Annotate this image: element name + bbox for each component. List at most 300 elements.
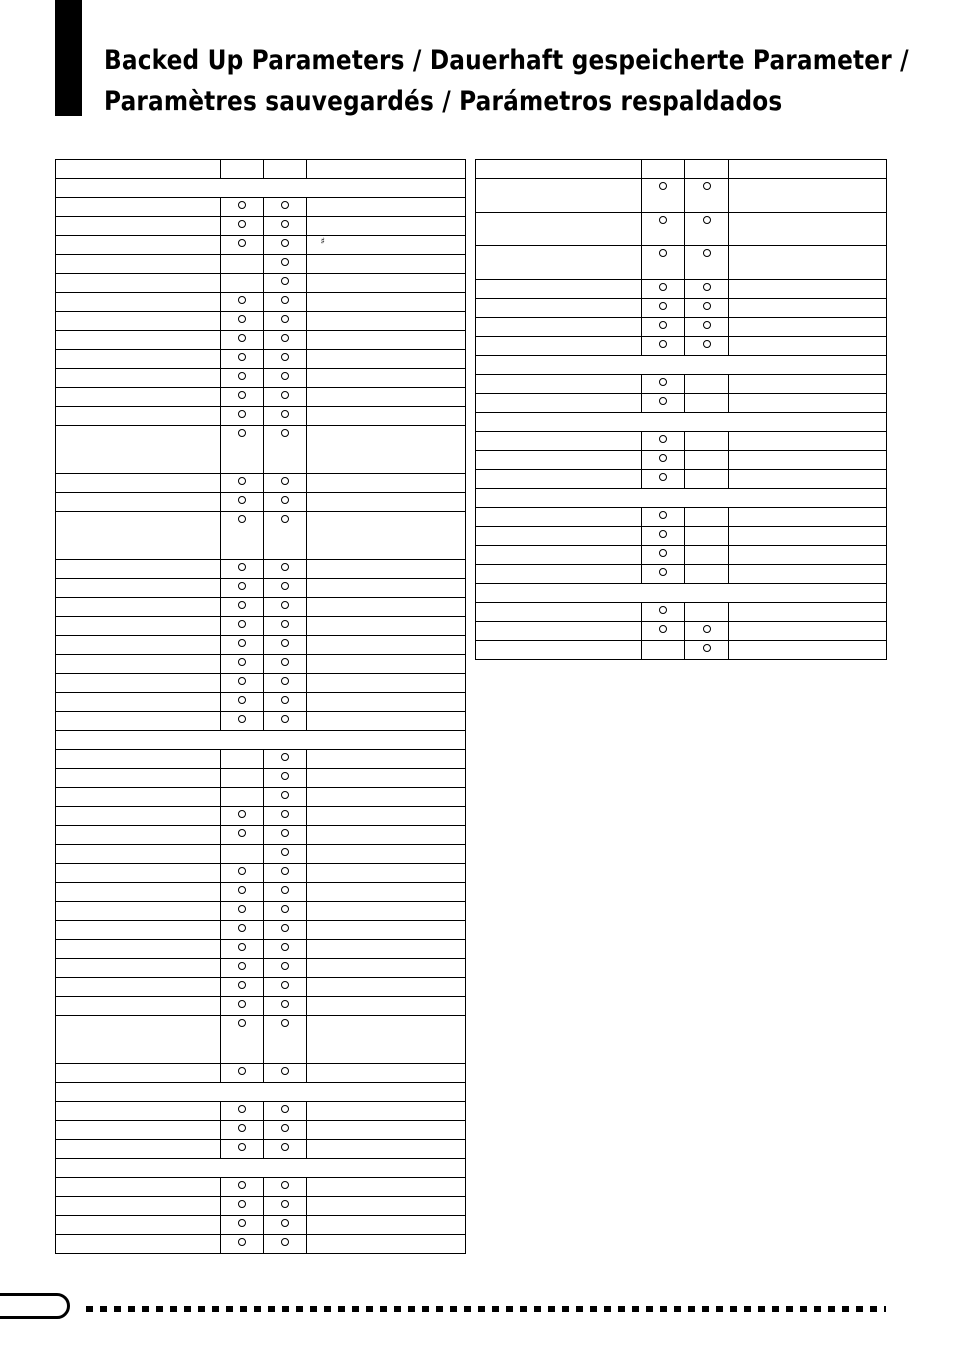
mark-cell-2 (685, 298, 728, 317)
backup-mark-icon (238, 391, 246, 399)
backup-mark-icon (703, 182, 711, 190)
mark-cell-1 (221, 845, 264, 864)
mark-cell-1 (642, 602, 685, 621)
mark-cell-2 (264, 769, 306, 788)
backup-mark-icon (659, 302, 667, 310)
section-row (476, 412, 887, 431)
parameter-cell (56, 331, 221, 350)
table-row (56, 388, 466, 407)
parameter-cell (56, 274, 221, 293)
table-row (476, 279, 887, 298)
mark-cell-1 (221, 1235, 264, 1254)
mark-cell-2 (264, 1235, 306, 1254)
backup-mark-icon (238, 563, 246, 571)
mark-cell-1 (221, 1216, 264, 1235)
parameter-cell (56, 493, 221, 512)
note-cell (306, 864, 465, 883)
mark-cell-2 (264, 407, 306, 426)
mark-cell-1 (221, 1197, 264, 1216)
table-row (476, 246, 887, 280)
backup-mark-icon (238, 886, 246, 894)
backup-mark-icon (281, 696, 289, 704)
table-row (476, 564, 887, 583)
mark-cell-1 (221, 312, 264, 331)
table-row (56, 826, 466, 845)
backup-mark-icon (659, 397, 667, 405)
mark-cell-1 (221, 1140, 264, 1159)
mark-cell-2 (264, 293, 306, 312)
header-row (56, 160, 466, 179)
mark-cell-2 (264, 940, 306, 959)
parameter-cell (56, 1140, 221, 1159)
backup-mark-icon (238, 962, 246, 970)
section-row (56, 1083, 466, 1102)
backup-mark-icon (659, 182, 667, 190)
mark-cell-2 (264, 655, 306, 674)
table-row (56, 617, 466, 636)
note-cell (306, 560, 465, 579)
mark-cell-1 (642, 298, 685, 317)
backup-mark-icon (281, 391, 289, 399)
parameter-cell (56, 1197, 221, 1216)
note-cell (306, 274, 465, 293)
mark-cell-2 (264, 864, 306, 883)
note-cell (728, 469, 886, 488)
backup-mark-icon (281, 848, 289, 856)
note-cell (728, 246, 886, 280)
parameter-cell (56, 921, 221, 940)
table-row (56, 693, 466, 712)
backup-mark-icon (281, 962, 289, 970)
backup-mark-icon (238, 296, 246, 304)
table-row (56, 1140, 466, 1159)
mark-cell-1 (221, 997, 264, 1016)
mark-cell-1 (221, 255, 264, 274)
mark-cell-1 (221, 407, 264, 426)
table-row (56, 274, 466, 293)
mark-cell-2 (264, 369, 306, 388)
parameter-cell (476, 298, 642, 317)
mark-cell-1 (221, 959, 264, 978)
mark-cell-1 (221, 369, 264, 388)
parameter-cell (476, 621, 642, 640)
note-cell (306, 493, 465, 512)
backup-mark-icon (281, 239, 289, 247)
mark-cell-2 (685, 317, 728, 336)
mark-cell-2 (264, 693, 306, 712)
backup-mark-icon (281, 201, 289, 209)
section-cell (56, 1083, 466, 1102)
backup-mark-icon (238, 810, 246, 818)
mark-cell-2 (685, 507, 728, 526)
backup-mark-icon (703, 644, 711, 652)
note-cell (306, 474, 465, 493)
backup-mark-icon (238, 981, 246, 989)
parameter-cell (56, 426, 221, 474)
backup-mark-icon (281, 258, 289, 266)
mark-cell-2 (264, 560, 306, 579)
backup-mark-icon (659, 321, 667, 329)
table-row (56, 255, 466, 274)
backup-mark-icon (659, 549, 667, 557)
backup-mark-icon (281, 905, 289, 913)
mark-cell-2 (685, 450, 728, 469)
mark-cell-1 (221, 1121, 264, 1140)
table-row (56, 788, 466, 807)
mark-cell-1 (221, 978, 264, 997)
backup-mark-icon (703, 216, 711, 224)
parameter-cell (476, 317, 642, 336)
mark-cell-2 (685, 469, 728, 488)
mark-cell-1 (221, 293, 264, 312)
backup-mark-icon (281, 372, 289, 380)
backup-mark-icon (281, 715, 289, 723)
mark-cell-1 (221, 512, 264, 560)
mark-cell-2 (264, 674, 306, 693)
note-cell (306, 1235, 465, 1254)
mark-cell-2 (264, 1064, 306, 1083)
backup-mark-icon (281, 1124, 289, 1132)
note-cell (306, 331, 465, 350)
mark-cell-2 (264, 1197, 306, 1216)
mark-cell-2 (264, 902, 306, 921)
title-bar (55, 0, 82, 116)
backup-mark-icon (238, 1067, 246, 1075)
mark-cell-2 (685, 621, 728, 640)
mark-cell-2 (264, 217, 306, 236)
table-row (56, 940, 466, 959)
page-title (104, 40, 909, 122)
table-row (476, 336, 887, 355)
mark-cell-2 (264, 959, 306, 978)
note-cell (306, 1121, 465, 1140)
backup-mark-icon (703, 283, 711, 291)
backup-mark-icon (238, 715, 246, 723)
backup-mark-icon (238, 353, 246, 361)
backup-mark-icon (238, 1143, 246, 1151)
backup-mark-icon (281, 296, 289, 304)
mark-cell-2 (685, 602, 728, 621)
note-cell (728, 602, 886, 621)
backup-mark-icon (281, 1238, 289, 1246)
parameter-cell (56, 883, 221, 902)
table-row (56, 1235, 466, 1254)
mark-cell-1 (221, 769, 264, 788)
mark-cell-2 (264, 198, 306, 217)
backup-mark-icon (238, 696, 246, 704)
note-cell (306, 636, 465, 655)
backup-mark-icon (238, 639, 246, 647)
table-row (56, 1102, 466, 1121)
backup-mark-icon (281, 886, 289, 894)
table-row (56, 579, 466, 598)
note-cell (306, 750, 465, 769)
section-row (56, 731, 466, 750)
mark-cell-1 (221, 579, 264, 598)
note-cell (306, 198, 465, 217)
mark-cell-1 (221, 807, 264, 826)
mark-cell-1 (221, 902, 264, 921)
table-row (56, 769, 466, 788)
table-row (56, 921, 466, 940)
section-row (56, 1159, 466, 1178)
mark-cell-2 (685, 431, 728, 450)
title-line-2: Paramètres sauvegardés / Parámetros respaldados (104, 86, 783, 117)
mark-cell-1 (642, 212, 685, 246)
note-cell (728, 336, 886, 355)
backup-mark-icon (281, 1019, 289, 1027)
mark-cell-1 (642, 450, 685, 469)
table-row (56, 864, 466, 883)
backup-mark-icon (238, 924, 246, 932)
parameter-cell (476, 179, 642, 213)
table-row (476, 298, 887, 317)
note-cell (306, 959, 465, 978)
backup-mark-icon (281, 334, 289, 342)
table-row (56, 1178, 466, 1197)
table-row (56, 474, 466, 493)
table-row (56, 236, 466, 255)
note-cell (306, 655, 465, 674)
backup-mark-icon (281, 981, 289, 989)
mark-cell-1 (642, 545, 685, 564)
table-row (56, 750, 466, 769)
mark-cell-2 (264, 826, 306, 845)
backup-mark-icon (281, 582, 289, 590)
backup-mark-icon (281, 658, 289, 666)
table-row (56, 331, 466, 350)
table-row (56, 1197, 466, 1216)
section-cell (476, 583, 887, 602)
mark-cell-1 (642, 393, 685, 412)
mark-cell-2 (264, 236, 306, 255)
note-cell (306, 236, 465, 255)
parameter-cell (56, 198, 221, 217)
mark-cell-2 (685, 374, 728, 393)
backup-mark-icon (238, 429, 246, 437)
mark-cell-1 (642, 336, 685, 355)
backup-mark-icon (281, 315, 289, 323)
mark-cell-1 (221, 883, 264, 902)
note-cell (306, 674, 465, 693)
note-cell (306, 883, 465, 902)
mark-cell-2 (685, 279, 728, 298)
backup-mark-icon (659, 378, 667, 386)
parameter-cell (476, 640, 642, 659)
backup-table-left (55, 159, 466, 1254)
parameter-cell (56, 959, 221, 978)
parameter-cell (56, 236, 221, 255)
mark-cell-1 (221, 493, 264, 512)
backup-mark-icon (659, 606, 667, 614)
parameter-cell (56, 636, 221, 655)
parameter-cell (56, 1016, 221, 1064)
note-cell (306, 579, 465, 598)
mark-cell-2 (264, 978, 306, 997)
backup-mark-icon (659, 340, 667, 348)
note-cell (728, 393, 886, 412)
mark-cell-2 (264, 636, 306, 655)
table-row (56, 959, 466, 978)
backup-mark-icon (238, 372, 246, 380)
mark-cell-2 (264, 331, 306, 350)
mark-cell-2 (264, 160, 306, 179)
mark-cell-2 (264, 617, 306, 636)
backup-mark-icon (281, 1181, 289, 1189)
mark-cell-2 (685, 246, 728, 280)
table-row (56, 493, 466, 512)
mark-cell-1 (642, 469, 685, 488)
backup-mark-icon (659, 454, 667, 462)
table-row (56, 1016, 466, 1064)
mark-cell-1 (642, 507, 685, 526)
table-row (56, 598, 466, 617)
backup-mark-icon (238, 943, 246, 951)
note-cell (306, 769, 465, 788)
mark-cell-1 (221, 940, 264, 959)
table-row (56, 293, 466, 312)
parameter-cell (476, 526, 642, 545)
mark-cell-2 (685, 160, 728, 179)
mark-cell-1 (221, 674, 264, 693)
parameter-cell (56, 512, 221, 560)
note-cell (306, 1178, 465, 1197)
table-row (476, 450, 887, 469)
backup-mark-icon (238, 1181, 246, 1189)
backup-mark-icon (281, 601, 289, 609)
backup-mark-icon (238, 658, 246, 666)
note-cell (306, 1064, 465, 1083)
table-row (476, 317, 887, 336)
parameter-cell (56, 369, 221, 388)
note-cell (306, 978, 465, 997)
sharp-note: ♯ (320, 237, 325, 247)
note-cell (728, 431, 886, 450)
note-cell (306, 902, 465, 921)
backup-mark-icon (238, 1000, 246, 1008)
note-cell (306, 407, 465, 426)
mark-cell-2 (264, 921, 306, 940)
mark-cell-1 (221, 655, 264, 674)
note-cell (306, 1102, 465, 1121)
backup-mark-icon (281, 772, 289, 780)
backup-mark-icon (703, 321, 711, 329)
parameter-cell (56, 407, 221, 426)
mark-cell-1 (221, 217, 264, 236)
table-row (476, 602, 887, 621)
mark-cell-2 (264, 788, 306, 807)
table-row (56, 560, 466, 579)
mark-cell-1 (221, 921, 264, 940)
backup-mark-icon (281, 1000, 289, 1008)
note-cell (306, 255, 465, 274)
parameter-cell (476, 374, 642, 393)
table-row (476, 431, 887, 450)
mark-cell-1 (642, 621, 685, 640)
note-cell (306, 997, 465, 1016)
section-row (56, 179, 466, 198)
table-row (56, 902, 466, 921)
note-cell (728, 564, 886, 583)
backup-mark-icon (238, 1238, 246, 1246)
backup-mark-icon (659, 530, 667, 538)
mark-cell-1 (221, 712, 264, 731)
backup-mark-icon (281, 791, 289, 799)
title-line-1: Backed Up Parameters / Dauerhaft gespeicherte Parameter / (104, 45, 909, 76)
mark-cell-1 (642, 317, 685, 336)
parameter-cell (56, 902, 221, 921)
note-cell (728, 545, 886, 564)
note-cell (306, 369, 465, 388)
parameter-cell (476, 279, 642, 298)
parameter-cell (56, 826, 221, 845)
backup-mark-icon (238, 582, 246, 590)
backup-mark-icon (659, 249, 667, 257)
mark-cell-1 (221, 617, 264, 636)
backup-mark-icon (238, 1124, 246, 1132)
backup-mark-icon (703, 249, 711, 257)
table-row (56, 312, 466, 331)
table-row (56, 217, 466, 236)
mark-cell-2 (685, 336, 728, 355)
parameter-cell (56, 350, 221, 369)
backup-mark-icon (238, 601, 246, 609)
backup-mark-icon (281, 943, 289, 951)
parameter-cell (56, 750, 221, 769)
section-row (476, 355, 887, 374)
section-cell (476, 355, 887, 374)
mark-cell-2 (264, 883, 306, 902)
backup-mark-icon (659, 435, 667, 443)
note-cell (306, 160, 465, 179)
table-row (56, 350, 466, 369)
backup-mark-icon (281, 867, 289, 875)
mark-cell-2 (264, 712, 306, 731)
table-row (476, 179, 887, 213)
note-cell (306, 693, 465, 712)
backup-mark-icon (281, 1219, 289, 1227)
mark-cell-1 (642, 160, 685, 179)
backup-mark-icon (281, 810, 289, 818)
parameter-cell (56, 1216, 221, 1235)
table-row (56, 407, 466, 426)
mark-cell-1 (642, 431, 685, 450)
parameter-cell (56, 807, 221, 826)
mark-cell-2 (264, 997, 306, 1016)
section-row (476, 583, 887, 602)
mark-cell-2 (685, 179, 728, 213)
backup-mark-icon (238, 829, 246, 837)
note-cell (306, 312, 465, 331)
note-cell (306, 807, 465, 826)
parameter-cell (476, 545, 642, 564)
note-cell (728, 160, 886, 179)
mark-cell-2 (264, 579, 306, 598)
table-row (56, 712, 466, 731)
parameter-cell (56, 617, 221, 636)
backup-mark-icon (238, 334, 246, 342)
backup-mark-icon (238, 477, 246, 485)
backup-mark-icon (659, 216, 667, 224)
section-cell (56, 1159, 466, 1178)
table-row (476, 212, 887, 246)
parameter-cell (476, 431, 642, 450)
backup-mark-icon (238, 1019, 246, 1027)
mark-cell-1 (221, 826, 264, 845)
mark-cell-2 (264, 1216, 306, 1235)
parameter-cell (56, 1064, 221, 1083)
parameter-cell (476, 160, 642, 179)
